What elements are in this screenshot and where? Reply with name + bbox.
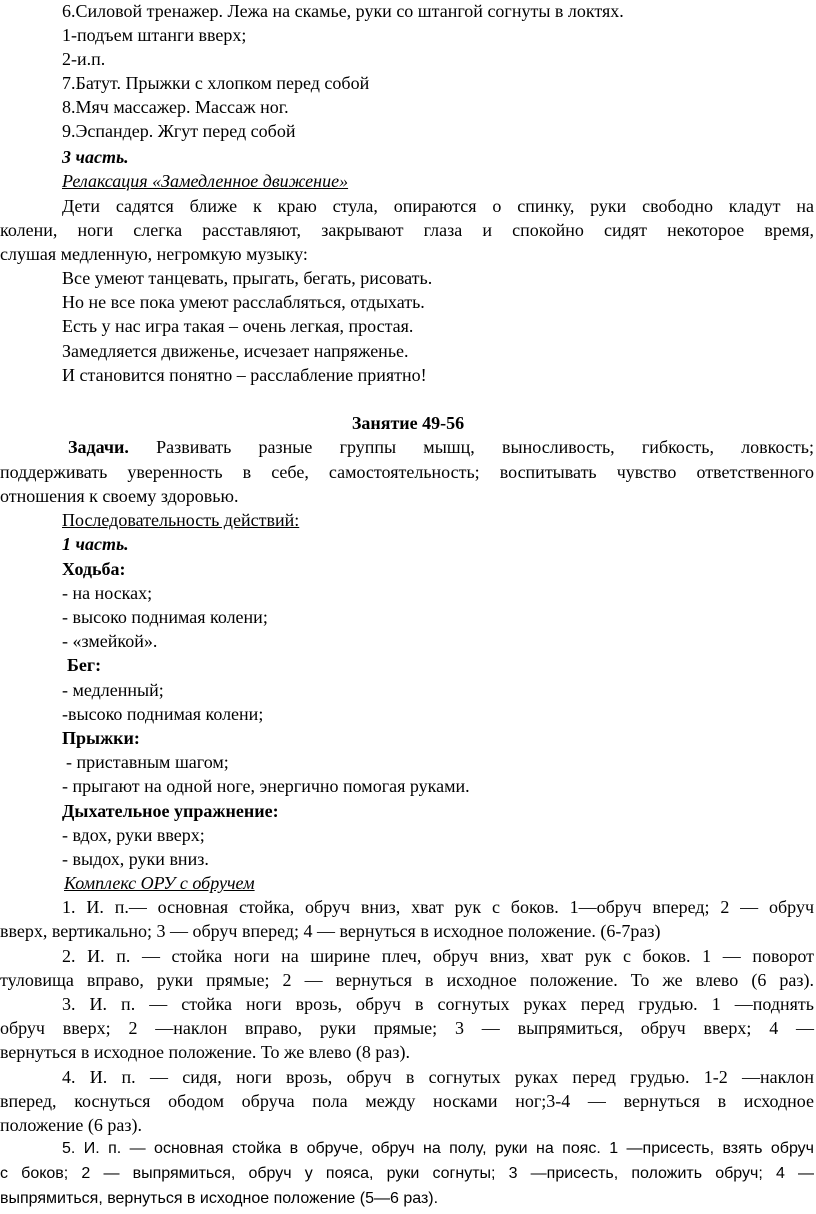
jumping-item-2: - прыгают на одной ноге, энергично помогая руками.	[62, 776, 470, 796]
exercise-5-line-3: выпрямиться, вернуться в исходное положение (5—6 раз).	[0, 1190, 439, 1207]
breathing-item-2: - выдох, руки вниз.	[62, 849, 209, 869]
exercise-4-line-1: 4. И. п. — сидя, ноги врозь, обруч в согнутых руках перед грудью. 1-2 —наклон	[62, 1067, 814, 1087]
breathing-item-1: - вдох, руки вверх;	[62, 825, 205, 845]
poem-line-2: Но не все пока умеют расслабляться, отдыхать.	[62, 292, 425, 312]
poem-line-3: Есть у нас игра такая – очень легкая, простая.	[62, 316, 414, 336]
walking-item-1: - на носках;	[62, 583, 153, 603]
walking-item-2: - высоко поднимая колени;	[62, 607, 268, 627]
poem-line-1: Все умеют танцевать, прыгать, бегать, рисовать.	[62, 268, 433, 288]
relaxation-paragraph-line-2: колени, ноги слегка расставляют, закрывают глаза и спокойно сидят некоторое время,	[0, 220, 814, 240]
exercise-3-line-3: вернуться в исходное положение. То же влево (8 раз).	[0, 1042, 410, 1062]
part-1-heading: 1 часть.	[62, 534, 129, 554]
tasks-text: Развивать разные группы мышц, выносливость, гибкость, ловкость;	[156, 437, 815, 457]
running-item-2: -высоко поднимая колени;	[62, 704, 264, 724]
exercise-6-step-2: 2-и.п.	[62, 49, 106, 69]
walking-item-3: - «змейкой».	[62, 631, 158, 651]
tasks-line-2: поддерживать уверенность в себе, самостоятельность; воспитывать чувство ответственного	[0, 462, 814, 482]
exercise-6-line: 6.Силовой тренажер. Лежа на скамье, руки со штангой согнуты в локтях.	[62, 1, 624, 21]
exercise-7-line: 7.Батут. Прыжки с хлопком перед собой	[62, 73, 370, 93]
exercise-2-line-1: 2. И. п. — стойка ноги на ширине плеч, обруч вниз, хват рук с боков. 1 — поворот	[62, 946, 814, 966]
tasks-line-3: отношения к своему здоровью.	[0, 486, 239, 506]
running-heading: Бег:	[67, 655, 102, 675]
relaxation-paragraph-line-3: слушая медленную, негромкую музыку:	[0, 244, 308, 264]
jumping-item-1: - приставным шагом;	[66, 752, 229, 772]
running-item-1: - медленный;	[62, 680, 164, 700]
exercise-5-line-1: 5. И. п. — основная стойка в обруче, обруч на полу, руки на пояс. 1 —присесть, взять обруч	[62, 1140, 814, 1157]
exercise-4-line-3: положение (6 раз).	[0, 1115, 142, 1135]
exercise-4-line-2: вперед, коснуться ободом обруча пола между носками ног;3-4 — вернуться в исходное	[0, 1091, 814, 1111]
exercise-3-line-2: обруч вверх; 2 —наклон вправо, руки прямые; 3 — выпрямиться, обруч вверх; 4 —	[0, 1018, 814, 1038]
exercise-3-line-1: 3. И. п. — стойка ноги врозь, обруч в согнутых руках перед грудью. 1 —поднять	[62, 994, 814, 1014]
jumping-heading: Прыжки:	[62, 728, 140, 748]
exercise-5-line-2: с боков; 2 — выпрямиться, обруч у пояса, руки согнуты; 3 —присесть, положить обруч; 4 —	[0, 1165, 814, 1182]
exercise-1-line-1: 1. И. п.— основная стойка, обруч вниз, хват рук с боков. 1—обруч вперед; 2 — обруч	[62, 897, 814, 917]
poem-line-5: И становится понятно – расслабление приятно!	[62, 365, 427, 385]
exercise-8-line: 8.Мяч массажер. Массаж ног.	[62, 97, 289, 117]
relaxation-paragraph-line-1: Дети садятся ближе к краю стула, опираются о спинку, руки свободно кладут на	[62, 196, 814, 216]
exercise-2-line-2: туловища вправо, руки прямые; 2 — вернуться в исходное положение. То же влево (6 раз).	[0, 970, 814, 990]
poem-line-4: Замедляется движенье, исчезает напряженье.	[62, 341, 409, 361]
walking-heading: Ходьба:	[62, 559, 126, 579]
lesson-title: Занятие 49-56	[351, 413, 465, 433]
oru-complex-title: Комплекс ОРУ с обручем	[64, 873, 255, 893]
exercise-1-line-2: вверх, вертикально; 3 — обруч вперед; 4 — вернуться в исходное положение. (6-7раз)	[0, 921, 661, 941]
tasks-label: Задачи.	[68, 437, 129, 457]
relaxation-title: Релаксация «Замедленное движение»	[62, 171, 349, 191]
sequence-heading: Последовательность действий:	[62, 510, 300, 530]
tasks-line-1	[68, 436, 814, 458]
part-3-heading: 3 часть.	[62, 147, 129, 167]
breathing-heading: Дыхательное упражнение:	[62, 801, 279, 821]
exercise-6-step-1: 1-подъем штанги вверх;	[62, 25, 247, 45]
exercise-9-line: 9.Эспандер. Жгут перед собой	[62, 121, 296, 141]
